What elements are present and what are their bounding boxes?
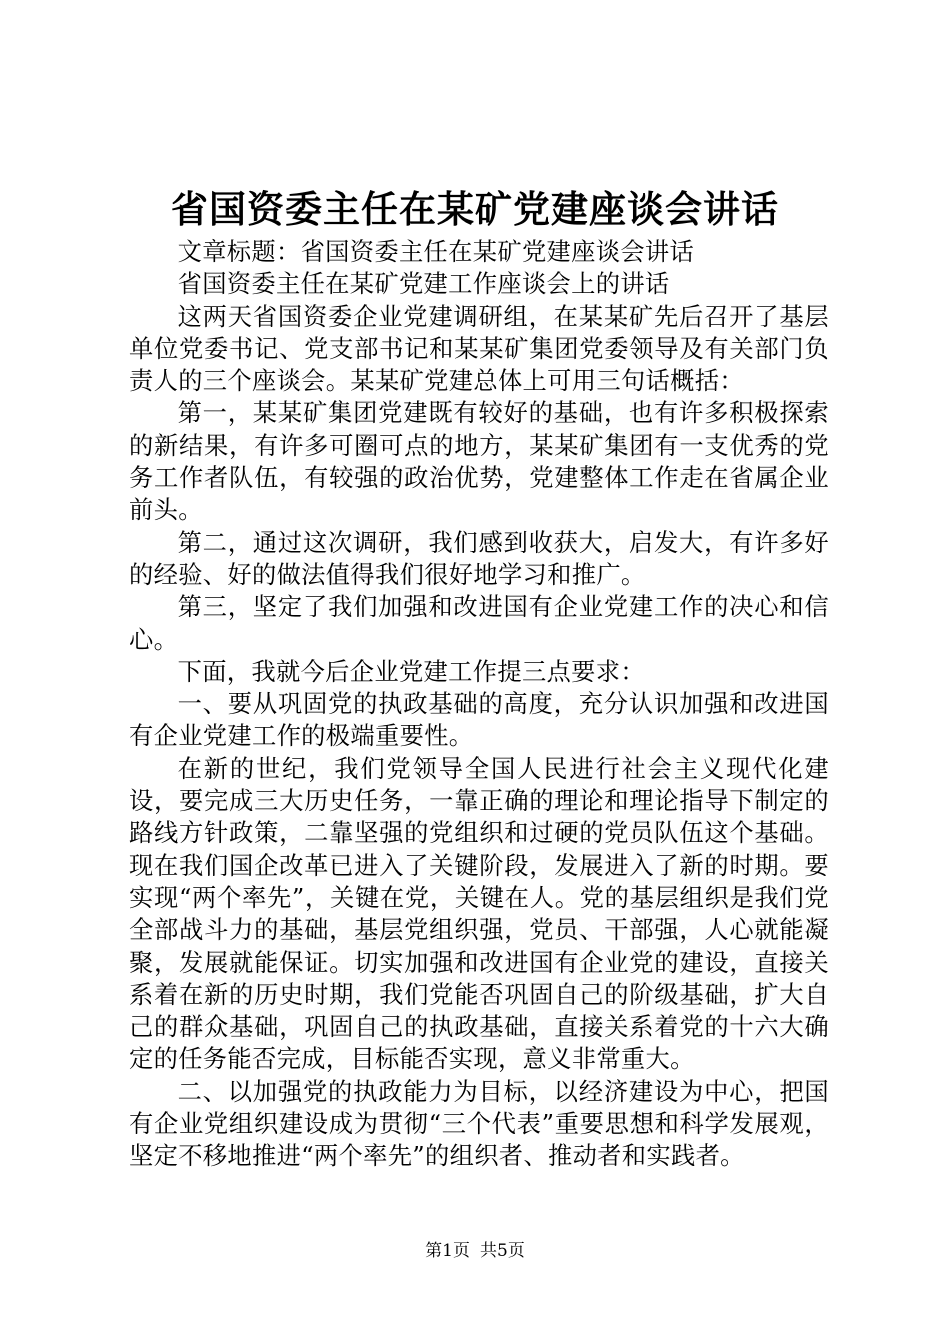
page-total: 共5页 [480, 1241, 525, 1261]
paragraph: 第一，某某矿集团党建既有较好的基础，也有许多积极探索的新结果，有许多可圈可点的地方，某某矿集团有一支优秀的党务工作者队伍，有较强的政治优势，党建整体工作走在省属企业前头。 [129, 398, 829, 525]
paragraph: 在新的世纪，我们党领导全国人民进行社会主义现代化建设，要完成三大历史任务，一靠正确的理论和理论指导下制定的路线方针政策，二靠坚强的党组织和过硬的党员队伍这个基础。现在我们国企改革已进入了关键阶段，发展进入了新的时期。要实现“两个率先”，关键在党，关键在人。党的基层组织是我们党全部战斗力的基础，基层党组织强，党员、干部强，人心就能凝聚，发展就能保证。切实加强和改进国有企业党的建设，直接关系着在新的历史时期，我们党能否巩固自己的阶级基础，扩大自己的群众基础，巩固自己的执政基础，直接关系着党的十六大确定的任务能否完成，目标能否实现，意义非常重大。 [129, 753, 829, 1074]
paragraph: 第二，通过这次调研，我们感到收获大，启发大，有许多好的经验、好的做法值得我们很好地学习和推广。 [129, 527, 829, 589]
document-title: 省国资委主任在某矿党建座谈会讲话 [171, 187, 779, 231]
paragraph-heading: 二、以加强党的执政能力为目标，以经济建设为中心，把国有企业党组织建设成为贯彻“三个代表”重要思想和科学发展观，坚定不移地推进“两个率先”的组织者、推动者和实践者。 [129, 1076, 829, 1171]
paragraph: 第三，坚定了我们加强和改进国有企业党建工作的决心和信心。 [129, 592, 829, 654]
paragraph: 这两天省国资委企业党建调研组，在某某矿先后召开了基层单位党委书记、党支部书记和某某矿集团党委领导及有关部门负责人的三个座谈会。某某矿党建总体上可用三句话概括： [129, 301, 829, 396]
paragraph-subtitle: 省国资委主任在某矿党建工作座谈会上的讲话 [177, 269, 670, 299]
paragraph: 下面，我就今后企业党建工作提三点要求： [177, 656, 645, 686]
page-footer [0, 1240, 950, 1262]
paragraph-heading: 一、要从巩固党的执政基础的高度，充分认识加强和改进国有企业党建工作的极端重要性。 [129, 689, 829, 751]
document-body [129, 236, 829, 1173]
page-number: 第1页 [425, 1241, 470, 1261]
paragraph-article-title: 文章标题：省国资委主任在某矿党建座谈会讲话 [177, 237, 695, 266]
